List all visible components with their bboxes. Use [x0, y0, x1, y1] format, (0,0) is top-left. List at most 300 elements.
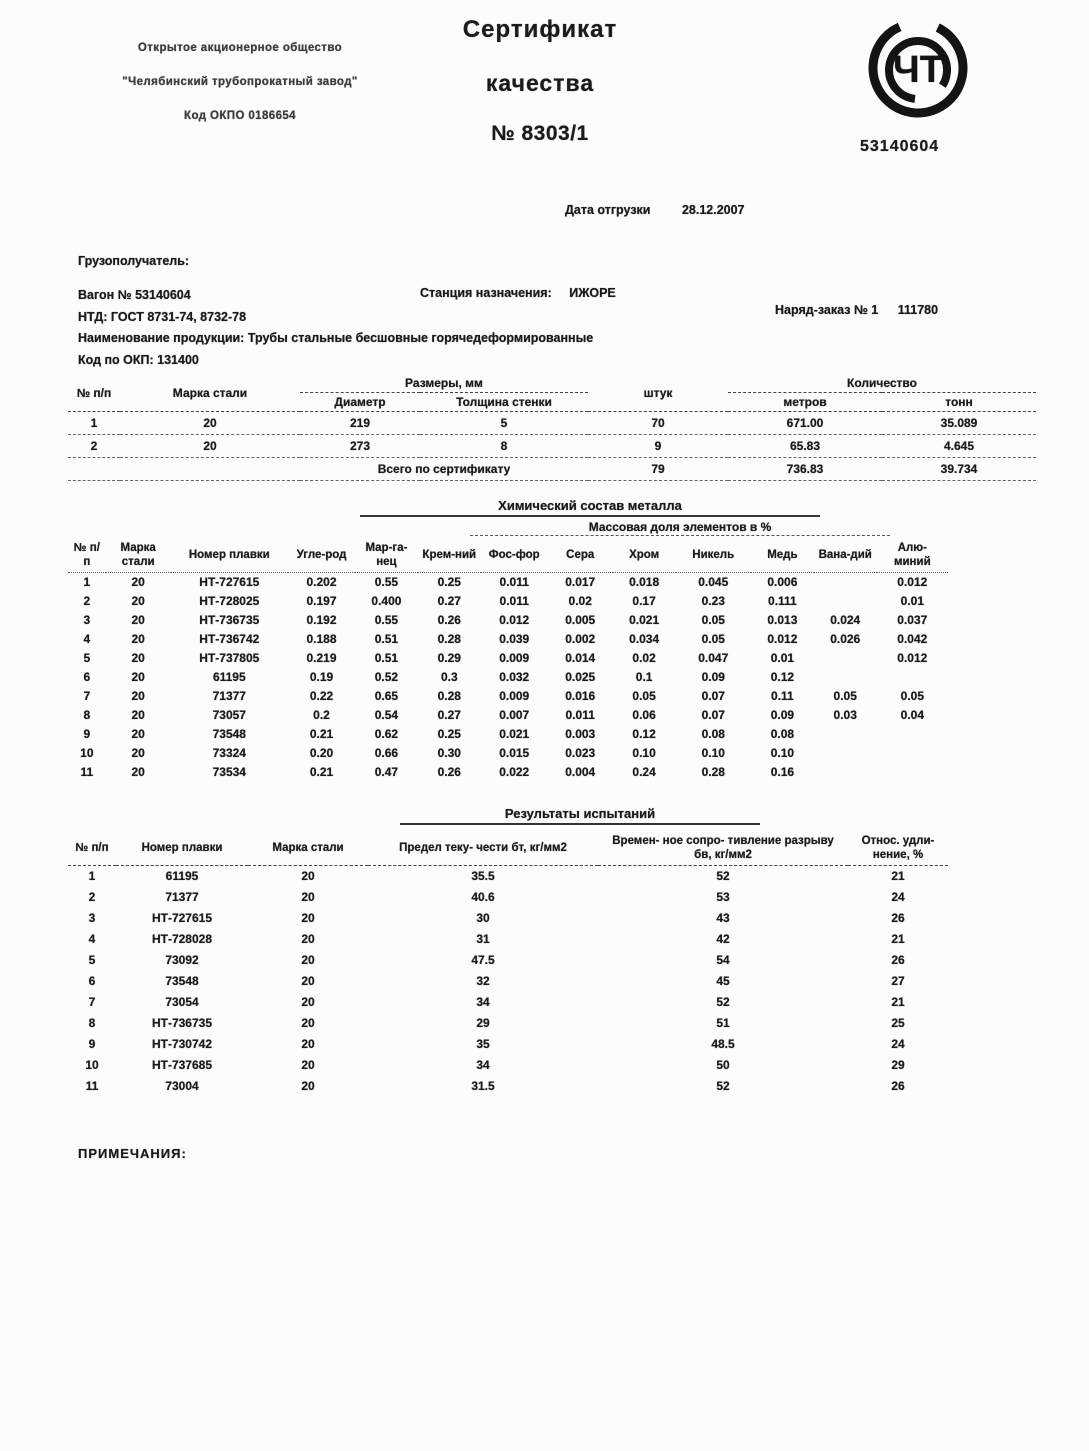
- order-number-value: 111780: [897, 303, 939, 317]
- table-cell: Крем-ний: [418, 540, 481, 572]
- table-cell: 0.05: [900, 689, 924, 704]
- table-cell: [877, 763, 948, 782]
- table-cell: 3: [88, 911, 96, 926]
- table-cell: 73324: [212, 746, 246, 761]
- order-number-row: [775, 303, 938, 317]
- table-cell: 3: [83, 613, 91, 628]
- table-cell: 24: [891, 1037, 905, 1052]
- chem-table-subtitle: Массовая доля элементов в %: [470, 520, 890, 536]
- table-cell: 0.66: [374, 746, 399, 761]
- table-cell: 0.51: [374, 632, 399, 647]
- table-cell: НТ-728028: [151, 932, 213, 947]
- table-cell: 0.003: [565, 727, 596, 742]
- wagon-number: Вагон № 53140604: [78, 288, 191, 302]
- table-cell: 40.6: [471, 890, 495, 905]
- table-cell: 0.011: [565, 708, 595, 723]
- table-cell: 4: [88, 932, 96, 947]
- table-cell: 20: [131, 670, 145, 685]
- table-cell: 0.111: [768, 594, 797, 609]
- table-row: [68, 668, 948, 687]
- table-row: [68, 950, 948, 971]
- table-cell: 47.5: [471, 953, 495, 968]
- table-cell: 0.032: [499, 670, 530, 685]
- table-cell: 0.28: [437, 689, 461, 704]
- table-cell: 73054: [165, 995, 199, 1010]
- table-cell: Медь: [751, 540, 814, 572]
- table-cell: 20: [301, 995, 315, 1010]
- table-cell: Марка стали: [106, 540, 171, 572]
- table-cell: 0.042: [897, 632, 928, 647]
- table-cell: 10: [85, 1058, 99, 1073]
- table-cell: 0.3: [440, 670, 458, 685]
- table-cell: НТ-730742: [151, 1037, 213, 1052]
- table-cell: 4.645: [882, 435, 1036, 458]
- table-cell: 0.025: [565, 670, 596, 685]
- table-cell: 0.27: [437, 708, 461, 723]
- table-cell: 0.29: [437, 651, 461, 666]
- table-cell: 34: [476, 995, 490, 1010]
- table-cell: 20: [301, 869, 315, 884]
- table-cell: 0.011: [499, 594, 529, 609]
- table-cell: НТ-727615: [199, 575, 260, 590]
- table-cell: 73092: [165, 953, 199, 968]
- shipment-date-label: Дата отгрузки: [565, 203, 651, 217]
- table-cell: 0.21: [309, 765, 334, 780]
- table-cell: 45: [716, 974, 730, 989]
- table-cell: 0.011: [499, 575, 529, 590]
- table-cell: 0.04: [900, 708, 924, 723]
- table-cell: 65.83: [728, 435, 882, 458]
- table-row: [68, 630, 948, 649]
- table-cell: 9: [83, 727, 91, 742]
- col-tons: тонн: [882, 393, 1036, 412]
- table-cell: [877, 725, 948, 744]
- company-line-1: Открытое акционерное общество: [137, 42, 343, 54]
- table-cell: 0.02: [568, 594, 592, 609]
- table-cell: 20: [131, 708, 145, 723]
- results-table-wrap: [68, 832, 948, 1097]
- table-cell: 0.25: [437, 575, 461, 590]
- table-cell: 0.62: [374, 727, 399, 742]
- table-cell: 0.01: [900, 594, 924, 609]
- table-cell: 0.012: [897, 651, 928, 666]
- table-cell: Хром: [613, 540, 676, 572]
- table-cell: 73057: [212, 708, 246, 723]
- table-cell: Времен- ное сопро- тивление разрыву бв, кг/мм2: [598, 832, 848, 865]
- table-cell: [814, 763, 877, 782]
- table-cell: 0.021: [629, 613, 660, 628]
- table-cell: 0.24: [632, 765, 656, 780]
- okp-code-line: Код по ОКП: 131400: [78, 353, 199, 367]
- table-cell: 0.51: [374, 651, 399, 666]
- table-cell: Сера: [548, 540, 613, 572]
- table-cell: 43: [716, 911, 730, 926]
- table-cell: Номер плавки: [116, 832, 248, 865]
- total-label: Всего по сертификату: [300, 458, 588, 481]
- table-cell: 20: [131, 689, 145, 704]
- table-cell: 27: [891, 974, 905, 989]
- table-cell: 20: [131, 651, 145, 666]
- table-cell: 0.12: [770, 670, 795, 685]
- table-cell: 71377: [212, 689, 246, 704]
- notes-label: ПРИМЕЧАНИЯ:: [78, 1146, 187, 1161]
- results-table-body: [68, 865, 948, 1097]
- table-cell: 61195: [212, 670, 246, 685]
- table-cell: 2: [83, 594, 91, 609]
- table-cell: 20: [301, 932, 315, 947]
- table-cell: 0.022: [499, 765, 530, 780]
- table-cell: Фос-фор: [481, 540, 548, 572]
- certificate-title: [430, 16, 650, 146]
- table-cell: 0.47: [374, 765, 399, 780]
- table-cell: 24: [891, 890, 905, 905]
- table-cell: 1: [88, 869, 96, 884]
- table-cell: 20: [131, 746, 145, 761]
- table-cell: 6: [83, 670, 91, 685]
- total-meters: 736.83: [728, 458, 882, 481]
- table-cell: 20: [301, 1058, 315, 1073]
- table-cell: 6: [88, 974, 96, 989]
- table-cell: 35: [476, 1037, 490, 1052]
- table-cell: 26: [891, 953, 905, 968]
- table-cell: 32: [476, 974, 490, 989]
- table-cell: 0.023: [565, 746, 596, 761]
- table-cell: 7: [88, 995, 96, 1010]
- table-cell: 0.009: [499, 689, 530, 704]
- table-row: [68, 412, 1036, 435]
- table-cell: 73534: [212, 765, 246, 780]
- table-cell: 0.05: [833, 689, 857, 704]
- table-cell: 0.034: [629, 632, 660, 647]
- table-cell: 0.06: [632, 708, 656, 723]
- table-cell: 0.018: [629, 575, 660, 590]
- table-cell: Алю-миний: [877, 540, 948, 572]
- table-cell: 0.09: [770, 708, 795, 723]
- col-steel-grade: Марка стали: [120, 374, 300, 412]
- chem-table-body: [68, 572, 948, 782]
- table-cell: 20: [301, 974, 315, 989]
- table-cell: 20: [301, 890, 315, 905]
- sizes-header-row-1: [68, 374, 1036, 393]
- table-cell: 0.10: [632, 746, 656, 761]
- table-cell: 5: [83, 651, 91, 666]
- table-cell: 0.28: [701, 765, 725, 780]
- consignee-label: Грузополучатель:: [78, 254, 190, 268]
- ntd-line: НТД: ГОСТ 8731-74, 8732-78: [78, 310, 247, 324]
- col-pieces: штук: [588, 374, 728, 412]
- table-cell: 0.039: [499, 632, 530, 647]
- table-row: [68, 1034, 948, 1055]
- table-cell: 0.26: [437, 613, 461, 628]
- table-cell: 34: [476, 1058, 490, 1073]
- table-cell: 0.10: [770, 746, 795, 761]
- table-cell: 53: [716, 890, 730, 905]
- table-row: [68, 725, 948, 744]
- table-cell: 7: [83, 689, 91, 704]
- chem-table-wrap: [68, 540, 948, 782]
- table-cell: 0.01: [770, 651, 795, 666]
- table-cell: 73548: [165, 974, 199, 989]
- table-row: [68, 865, 948, 887]
- table-cell: 5: [420, 412, 588, 435]
- table-cell: 0.004: [565, 765, 596, 780]
- product-name-line: Наименование продукции: Трубы стальные бесшовные горячедеформированные: [78, 331, 594, 345]
- table-cell: 42: [716, 932, 730, 947]
- destination-station-label: Станция назначения:: [420, 286, 552, 300]
- table-cell: 0.23: [701, 594, 725, 609]
- table-cell: 0.27: [437, 594, 461, 609]
- shipment-date-row: [565, 203, 745, 217]
- results-header-row: [68, 832, 948, 865]
- table-cell: 0.188: [306, 632, 337, 647]
- table-cell: 9: [588, 435, 728, 458]
- table-cell: 61195: [165, 869, 199, 884]
- table-cell: 35.089: [882, 412, 1036, 435]
- table-cell: 0.16: [770, 765, 795, 780]
- chem-header-row: [68, 540, 948, 572]
- table-cell: 11: [80, 765, 94, 780]
- table-cell: 0.016: [565, 689, 596, 704]
- table-cell: Предел теку- чести бт, кг/мм2: [368, 832, 598, 865]
- table-cell: НТ-727615: [151, 911, 213, 926]
- table-cell: 0.19: [309, 670, 334, 685]
- certificate-code: 53140604: [860, 138, 940, 155]
- table-cell: 0.014: [565, 651, 596, 666]
- table-cell: НТ-737685: [151, 1058, 213, 1073]
- table-row: [68, 1055, 948, 1076]
- table-cell: 0.012: [499, 613, 530, 628]
- table-cell: 8: [420, 435, 588, 458]
- table-cell: 21: [891, 869, 905, 884]
- table-cell: 2: [88, 890, 96, 905]
- table-cell: 0.65: [374, 689, 399, 704]
- table-cell: 0.007: [499, 708, 530, 723]
- table-cell: Мар-га-нец: [355, 540, 418, 572]
- table-cell: 26: [891, 1079, 905, 1094]
- table-cell: 51: [716, 1016, 730, 1031]
- table-cell: 8: [88, 1016, 96, 1031]
- table-cell: 0.07: [701, 708, 725, 723]
- certificate-number: № 8303/1: [491, 122, 589, 145]
- table-cell: 5: [88, 953, 96, 968]
- table-cell: НТ-737805: [199, 651, 260, 666]
- table-row: [68, 929, 948, 950]
- table-row: [68, 572, 948, 592]
- table-cell: 0.09: [701, 670, 725, 685]
- table-cell: 0.25: [437, 727, 461, 742]
- sizes-total-row: [68, 458, 1036, 481]
- table-cell: Марка стали: [248, 832, 368, 865]
- table-cell: 4: [83, 632, 91, 647]
- table-cell: 1: [83, 575, 91, 590]
- table-cell: 0.047: [698, 651, 729, 666]
- table-cell: 0.2: [313, 708, 330, 723]
- table-cell: 0.002: [565, 632, 596, 647]
- table-cell: 20: [120, 435, 300, 458]
- table-cell: 20: [301, 1037, 315, 1052]
- col-num: № п/п: [68, 374, 120, 412]
- table-cell: 0.045: [698, 575, 729, 590]
- table-cell: 0.009: [499, 651, 530, 666]
- sizes-table-body: [68, 412, 1036, 458]
- table-cell: 0.219: [306, 651, 337, 666]
- col-group-sizes: Размеры, мм: [300, 374, 588, 393]
- col-diameter: Диаметр: [300, 393, 420, 412]
- total-tons: 39.734: [882, 458, 1036, 481]
- table-row: [68, 887, 948, 908]
- table-cell: 21: [891, 932, 905, 947]
- table-cell: 20: [131, 632, 145, 647]
- table-row: [68, 649, 948, 668]
- table-cell: 29: [476, 1016, 490, 1031]
- table-cell: НТ-736735: [151, 1016, 213, 1031]
- table-cell: 2: [68, 435, 120, 458]
- table-row: [68, 1013, 948, 1034]
- table-cell: 0.12: [632, 727, 656, 742]
- table-cell: 11: [85, 1079, 99, 1094]
- table-cell: 73548: [212, 727, 246, 742]
- table-cell: 0.28: [437, 632, 461, 647]
- table-cell: 0.024: [830, 613, 861, 628]
- table-row: [68, 611, 948, 630]
- table-cell: 8: [83, 708, 91, 723]
- table-cell: 71377: [165, 890, 199, 905]
- table-cell: 25: [891, 1016, 905, 1031]
- table-cell: 29: [891, 1058, 905, 1073]
- table-cell: 0.30: [437, 746, 461, 761]
- table-cell: 0.006: [767, 575, 798, 590]
- results-table: [68, 832, 948, 1097]
- table-cell: 20: [131, 613, 145, 628]
- table-cell: 0.013: [767, 613, 798, 628]
- table-row: [68, 435, 1036, 458]
- table-cell: [814, 725, 877, 744]
- company-block: [80, 42, 400, 144]
- table-cell: НТ-736735: [199, 613, 260, 628]
- table-cell: № п/п: [68, 540, 106, 572]
- sizes-table: [68, 374, 1036, 481]
- table-cell: 0.21: [309, 727, 334, 742]
- table-cell: 0.52: [374, 670, 399, 685]
- results-table-title: Результаты испытаний: [400, 806, 760, 825]
- table-cell: 0.55: [374, 575, 399, 590]
- table-cell: 0.08: [701, 727, 725, 742]
- table-cell: 73004: [165, 1079, 199, 1094]
- table-cell: 0.005: [565, 613, 596, 628]
- table-cell: 9: [88, 1037, 96, 1052]
- table-cell: 0.026: [830, 632, 861, 647]
- svg-text:ЧТ: ЧТ: [893, 49, 943, 91]
- shipment-date-value: 28.12.2007: [681, 203, 745, 217]
- table-cell: 10: [80, 746, 94, 761]
- table-cell: 1: [68, 412, 120, 435]
- col-meters: метров: [728, 393, 882, 412]
- table-cell: [814, 668, 877, 687]
- table-cell: 0.400: [371, 594, 402, 609]
- table-cell: 52: [716, 995, 730, 1010]
- destination-station-value: ИЖОРЕ: [569, 286, 616, 300]
- table-cell: 26: [891, 911, 905, 926]
- table-cell: 30: [476, 911, 490, 926]
- table-cell: Относ. удли- нение, %: [848, 832, 948, 865]
- table-cell: [814, 592, 877, 611]
- table-cell: НТ-728025: [199, 594, 260, 609]
- table-cell: 20: [131, 765, 145, 780]
- table-cell: 20: [301, 1016, 315, 1031]
- table-cell: 0.54: [374, 708, 399, 723]
- col-group-quantity: Количество: [728, 374, 1036, 393]
- table-cell: 0.02: [632, 651, 656, 666]
- table-cell: 219: [300, 412, 420, 435]
- table-cell: 0.07: [701, 689, 725, 704]
- table-cell: 0.55: [374, 613, 399, 628]
- chem-table: [68, 540, 948, 782]
- table-cell: 52: [716, 869, 730, 884]
- table-cell: 0.05: [701, 632, 725, 647]
- table-cell: 31: [476, 932, 490, 947]
- table-cell: 0.20: [309, 746, 334, 761]
- table-row: [68, 744, 948, 763]
- table-row: [68, 971, 948, 992]
- table-cell: [814, 572, 877, 592]
- table-cell: 0.11: [771, 689, 794, 704]
- chem-table-title: Химический состав металла: [360, 498, 820, 517]
- table-cell: 20: [131, 727, 145, 742]
- table-cell: Угле-род: [288, 540, 355, 572]
- table-cell: 20: [131, 575, 145, 590]
- table-row: [68, 908, 948, 929]
- table-cell: № п/п: [68, 832, 116, 865]
- company-line-2: "Челябинский трубопрокатный завод": [122, 76, 358, 88]
- title-line-2: качества: [485, 70, 595, 96]
- sizes-table-wrap: [68, 374, 1036, 481]
- table-cell: 20: [120, 412, 300, 435]
- chtpz-logo-icon: [866, 16, 970, 120]
- table-cell: 0.26: [437, 765, 461, 780]
- table-cell: 0.05: [701, 613, 725, 628]
- table-cell: 0.192: [306, 613, 337, 628]
- table-cell: 54: [716, 953, 730, 968]
- table-cell: 31.5: [471, 1079, 495, 1094]
- order-number-label: Наряд-заказ № 1: [775, 303, 879, 317]
- table-cell: [877, 744, 948, 763]
- table-cell: 20: [301, 953, 315, 968]
- table-cell: 0.03: [833, 708, 857, 723]
- table-cell: 20: [301, 911, 315, 926]
- table-cell: 0.021: [499, 727, 530, 742]
- table-cell: 0.037: [897, 613, 928, 628]
- table-cell: 0.17: [632, 594, 656, 609]
- table-cell: 0.08: [770, 727, 795, 742]
- table-row: [68, 687, 948, 706]
- table-cell: 48.5: [711, 1037, 735, 1052]
- table-cell: 70: [588, 412, 728, 435]
- table-cell: 0.202: [306, 575, 337, 590]
- table-row: [68, 1076, 948, 1097]
- table-cell: 0.1: [635, 670, 653, 685]
- table-cell: 0.015: [499, 746, 530, 761]
- table-cell: 20: [131, 594, 145, 609]
- table-cell: 273: [300, 435, 420, 458]
- table-cell: НТ-736742: [199, 632, 260, 647]
- table-row: [68, 992, 948, 1013]
- table-row: [68, 592, 948, 611]
- table-cell: [877, 668, 948, 687]
- table-cell: 35.5: [471, 869, 495, 884]
- title-line-1: Сертификат: [462, 16, 618, 43]
- table-cell: 0.012: [897, 575, 928, 590]
- empty-cell: [68, 458, 300, 481]
